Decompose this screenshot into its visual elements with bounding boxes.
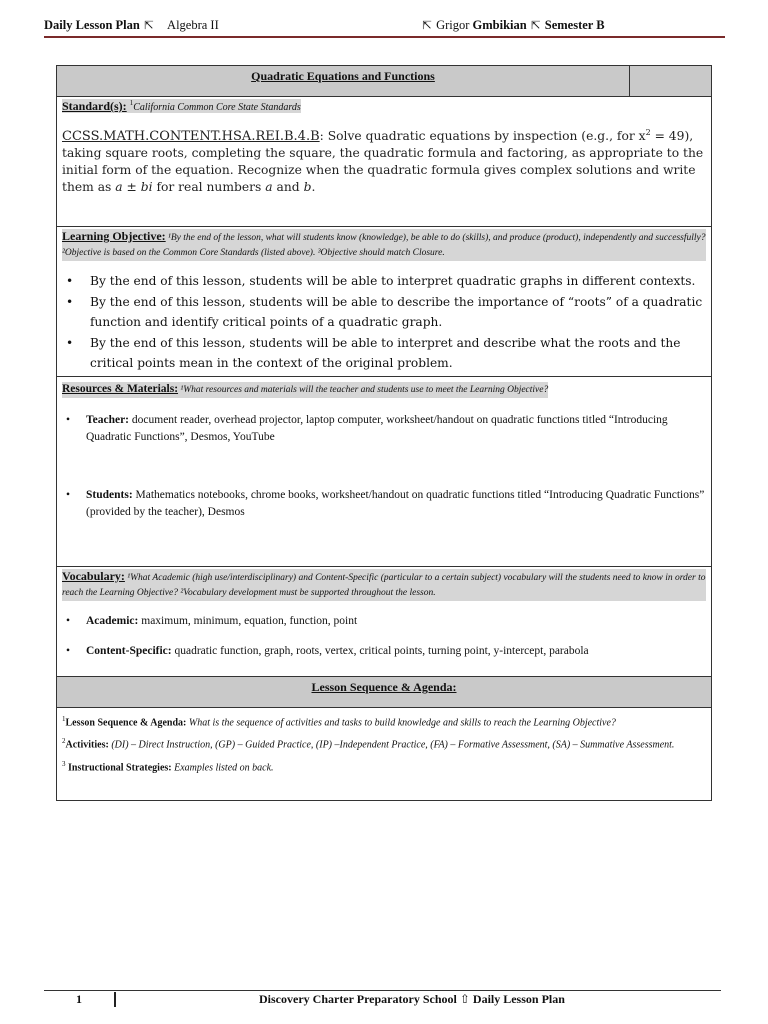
sequence-label-2: Activities: [65,739,109,751]
sequence-title: Lesson Sequence & Agenda: [311,680,457,694]
list-item: • Content-Specific: quadratic function, graph, roots, vertex, critical points, turning point, y-intercept, parabola [66,645,589,657]
standards-label: Standard(s): [62,99,127,113]
standard-exponent: 2 [645,128,651,137]
content-specific-label: Content-Specific: [86,645,172,657]
list-item: • By the end of this lesson, students will be able to interpret quadratic graphs in different contexts. [66,274,696,288]
objective-item-1: By the end of this lesson, students will be able to interpret quadratic graphs in different contexts. [90,274,696,288]
objective-header [62,229,706,261]
objective-item-3: By the end of this lesson, students will be able to interpret and describe what the roots and the critical points mean in the context of the original problem. [90,335,681,370]
vocabulary-row [57,567,711,677]
teacher-resources: document reader, overhead projector, laptop computer, worksheet/handout on quadratic functions titled “Introducing Quadratic Functions”, Desmos, YouTube [86,414,668,443]
vocabulary-header [62,569,706,601]
header-rule [44,36,725,38]
resources-header [62,382,548,398]
sequence-line-3 [62,757,706,775]
list-item: • Students: Mathematics notebooks, chrome books, worksheet/handout on quadratic functions titled “Introducing Quadratic Functions” (provided by the teacher), Desmos [66,489,705,518]
academic-label: Academic: [86,615,139,627]
vocabulary-list [62,613,706,660]
standard-text-2: = 49), taking square roots, completing the square, the quadratic formula and factoring, as appropriate to the initial form of the equation. Recognize when the quadratic formula gives complex solutions and write them as [62,129,704,195]
standard-text-4: and [272,180,304,195]
sequence-title-row [57,677,711,708]
sequence-text-2: (DI) – Direct Instruction, (GP) – Guided Practice, (IP) –Independent Practice, (FA) – Formative Assessment, (SA) – Summative Assessment. [108,739,675,751]
title-cell [57,66,630,96]
vocabulary-note: ¹What Academic (high use/interdisciplinary) and Content-Specific (particular to a certain subject) vocabulary will the students need to know in order to reach the Learning Objective? ²Vocabulary development must be supported throughout the lesson. [62,573,706,598]
list-item: • Teacher: document reader, overhead projector, laptop computer, worksheet/handout on quadratic functions titled “Introducing Quadratic Functions”, Desmos, YouTube [66,414,668,443]
header-doc-title: Daily Lesson Plan [44,18,140,32]
vocabulary-label: Vocabulary: [62,569,125,583]
sequence-num-1: 1 [62,715,66,723]
academic-words: maximum, minimum, equation, function, point [138,615,358,627]
lesson-table [56,65,712,801]
standards-header [62,99,706,114]
page-footer [44,991,721,1011]
header-left [44,18,219,33]
list-item: • Academic: maximum, minimum, equation, function, point [66,615,358,627]
footer-divider [114,992,116,1007]
resources-note: ¹What resources and materials will the teacher and students use to meet the Learning Objective? [180,385,549,395]
page-header [44,16,724,36]
standards-note-num: 1 [129,99,134,107]
standard-text-1: : Solve quadratic equations by inspection (e.g., for x [319,129,646,144]
title-row [57,66,711,97]
objective-note: ¹By the end of the lesson, what will students know (knowledge), be able to do (skills), and produce (product), independently and successfully? ²Objective is based on the Common Core Standards (listed above). ³Objective should match Closure. [62,233,706,258]
standard-var-a: a [265,180,273,195]
sequence-text-1: What is the sequence of activities and tasks to build knowledge and skills to reach the Learning Objective? [186,717,616,729]
header-teacher-first: Grigor [436,18,470,32]
header-right [418,18,605,33]
lesson-title: Quadratic Equations and Functions [251,69,435,83]
objective-list [62,271,706,374]
list-item: • By the end of this lesson, students will be able to describe the importance of “roots” of a quadratic function and identify critical points of a quadratic graph. [66,294,703,329]
header-teacher-last: Gmbikian [472,18,527,32]
students-resources: Mathematics notebooks, chrome books, worksheet/handout on quadratic functions titled “Introducing Quadratic Functions” (provided by the teacher), Desmos [86,489,705,518]
standard-text-3: for real numbers [152,180,266,195]
sequence-label-3: Instructional Strategies: [68,761,172,773]
standard-expression: a ± bi [115,180,153,195]
standard-code: CCSS.MATH.CONTENT.HSA.REI.B.4.B [62,129,320,145]
page-number: 1 [76,992,82,1006]
resources-label: Resources & Materials: [62,383,179,395]
arrow-icon: ⇱ [143,18,154,32]
sequence-num-3: 3 [62,759,66,768]
empty-cell [630,66,711,96]
standards-note: California Common Core State Standards [133,102,301,113]
standard-var-b: b [303,180,312,195]
teacher-label: Teacher: [86,414,130,426]
footer-school: Discovery Charter Preparatory School ⇧ Daily Lesson Plan [259,992,565,1006]
students-label: Students: [86,489,133,501]
list-item: • By the end of this lesson, students will be able to interpret and describe what the roots and the critical points mean in the context of the original problem. [66,335,681,370]
objective-label: Learning Objective: [62,229,166,243]
objective-row [57,227,711,377]
standards-body [62,124,706,196]
sequence-body [57,708,711,800]
standard-text-5: . [311,180,316,195]
sequence-text-3: Examples listed on back. [171,761,274,773]
sequence-num-2: 2 [62,737,66,746]
sequence-line-1 [62,712,706,730]
sequence-label-1: Lesson Sequence & Agenda: [65,717,187,729]
arrow-icon: ⇱ [530,18,541,32]
content-specific-words: quadratic function, graph, roots, vertex, critical points, turning point, y-intercept, parabola [171,645,589,657]
sequence-line-2 [62,734,706,752]
resources-row [57,377,711,567]
standards-row [57,97,711,227]
arrow-icon: ⇱ [422,18,433,32]
header-subject: Algebra II [167,18,219,32]
resources-list [62,412,706,521]
objective-item-2: By the end of this lesson, students will be able to describe the importance of “roots” of a quadratic function and identify critical points of a quadratic graph. [90,294,703,329]
header-semester: Semester B [544,18,605,32]
